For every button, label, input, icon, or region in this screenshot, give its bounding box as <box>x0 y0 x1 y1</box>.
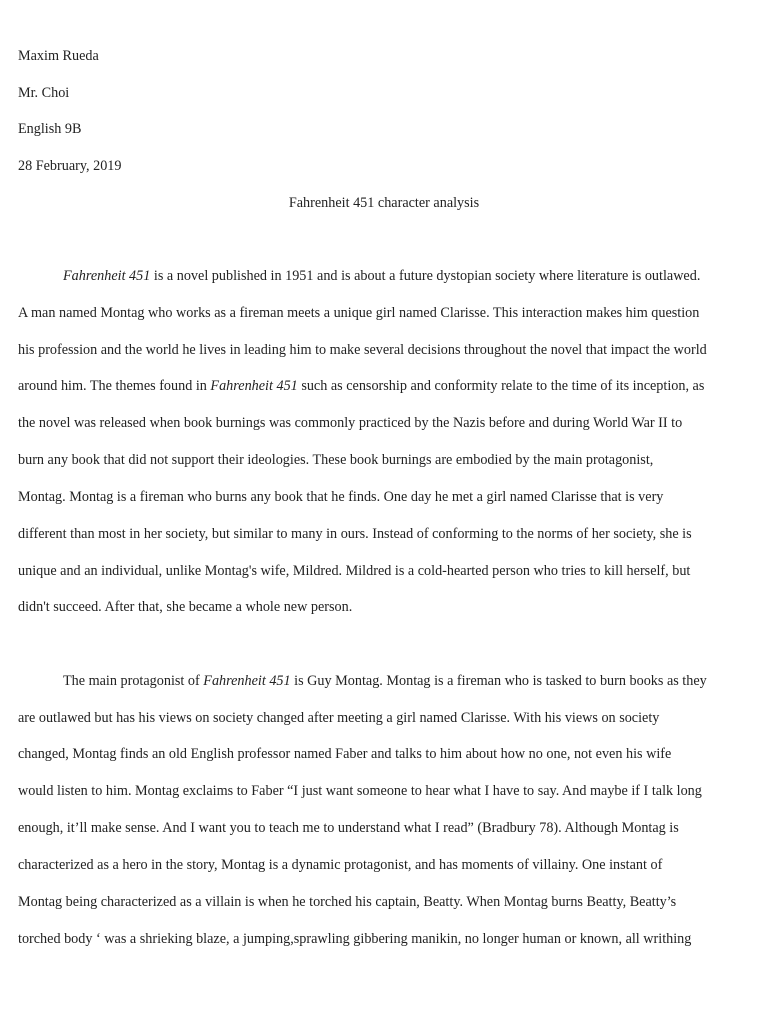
paragraph-2-line-3: changed, Montag finds an old English professor named Faber and talks to him about how no one, not even his wife <box>18 746 672 762</box>
course-name: English 9B <box>18 121 82 137</box>
paragraph-2-line-5: enough, it’ll make sense. And I want you to teach me to understand what I read” (Bradbury 78). Although Montag is <box>18 820 679 836</box>
line-text: is a novel published in 1951 and is about a future dystopian society where literature is outlawed. <box>150 268 701 284</box>
line-text: around him. The themes found in <box>18 378 211 394</box>
teacher-name: Mr. Choi <box>18 85 70 101</box>
student-name: Maxim Rueda <box>18 48 99 64</box>
paragraph-2-line-6: characterized as a hero in the story, Montag is a dynamic protagonist, and has moments of villainy. One instant of <box>18 857 663 873</box>
line-text: The main protagonist of <box>63 673 204 689</box>
paragraph-1-line-8: different than most in her society, but similar to many in ours. Instead of conforming to the norms of her society, she is <box>18 526 692 542</box>
paragraph-2-line-8: torched body ‘ was a shrieking blaze, a jumping,sprawling gibbering manikin, no longer human or known, all writhing <box>18 931 692 947</box>
book-title: Fahrenheit 451 <box>203 673 291 689</box>
date: 28 February, 2019 <box>18 158 122 174</box>
paragraph-1-line-10: didn't succeed. After that, she became a whole new person. <box>18 599 353 615</box>
line-text: is Guy Montag. Montag is a fireman who is tasked to burn books as they <box>290 673 707 689</box>
paragraph-2-line-7: Montag being characterized as a villain is when he torched his captain, Beatty. When Montag burns Beatty, Beatty’s <box>18 894 677 910</box>
paragraph-1-line-1 <box>63 268 700 284</box>
essay-title: Fahrenheit 451 character analysis <box>288 195 480 211</box>
paragraph-1-line-6: burn any book that did not support their ideologies. These book burnings are embodied by the main protagonist, <box>18 452 654 468</box>
paragraph-1-line-3: his profession and the world he lives in leading him to make several decisions throughout the novel that impact the world <box>18 342 707 358</box>
paragraph-2-line-1 <box>63 673 707 689</box>
paragraph-1-line-9: unique and an individual, unlike Montag's wife, Mildred. Mildred is a cold-hearted person who tries to kill herself, but <box>18 563 691 579</box>
line-text: such as censorship and conformity relate to the time of its inception, as <box>297 378 705 394</box>
paragraph-2-line-4: would listen to him. Montag exclaims to Faber “I just want someone to hear what I have to say. And maybe if I talk long <box>18 783 702 799</box>
paragraph-2-line-2: are outlawed but has his views on society changed after meeting a girl named Clarisse. With his views on society <box>18 710 660 726</box>
book-title: Fahrenheit 451 <box>63 268 151 284</box>
paragraph-1-line-5: the novel was released when book burnings was commonly practiced by the Nazis before and during World War II to <box>18 415 683 431</box>
paragraph-1-line-7: Montag. Montag is a fireman who burns any book that he finds. One day he met a girl named Clarisse that is very <box>18 489 664 505</box>
book-title: Fahrenheit 451 <box>210 378 298 394</box>
paragraph-1-line-4 <box>18 378 704 394</box>
paragraph-1-line-2: A man named Montag who works as a fireman meets a unique girl named Clarisse. This interaction makes him question <box>18 305 700 321</box>
